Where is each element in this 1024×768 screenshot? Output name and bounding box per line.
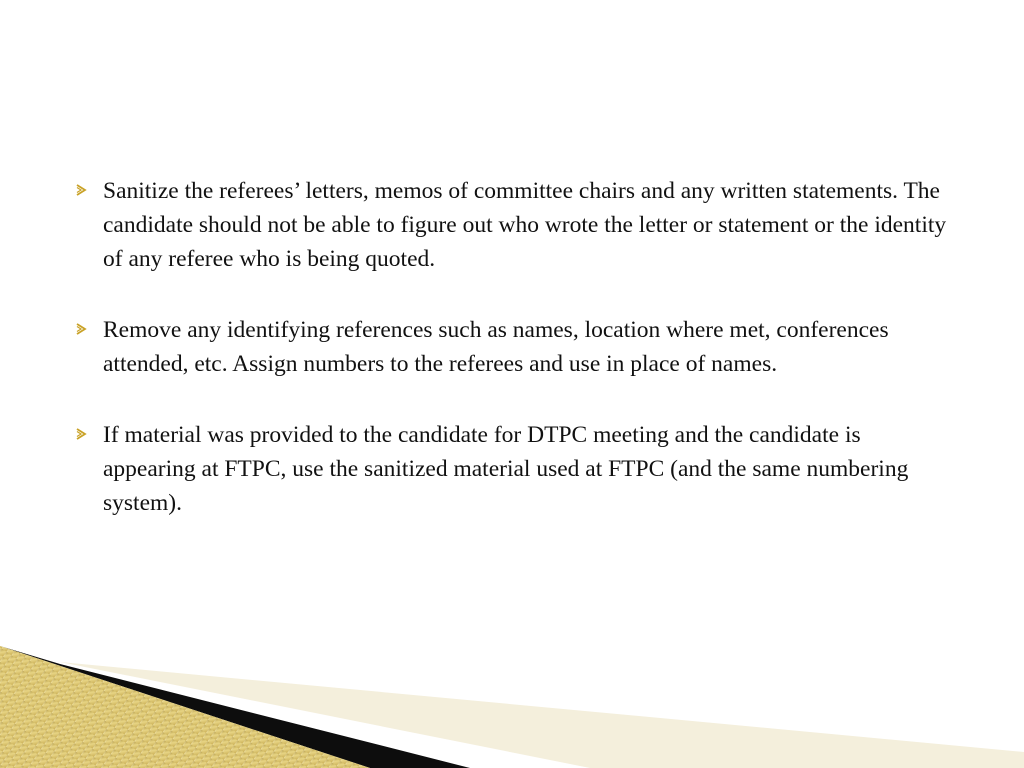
decorative-swoosh	[0, 640, 1024, 768]
bullet-item	[76, 174, 956, 276]
bullet-item	[76, 313, 956, 381]
chevron-right-icon	[76, 418, 103, 440]
bullet-item	[76, 418, 956, 520]
chevron-right-icon	[76, 313, 103, 335]
bullet-text: Remove any identifying references such as names, location where met, conferences attended, etc. Assign numbers to the referees and use in place of names.	[103, 317, 889, 377]
bullet-text: Sanitize the referees’ letters, memos of committee chairs and any written statements. The candidate should not be able to figure out who wrote the letter or statement or the identity of any referee who is being quoted.	[103, 178, 947, 272]
bullet-list	[76, 174, 956, 557]
chevron-right-icon	[76, 174, 103, 196]
bullet-text: If material was provided to the candidate for DTPC meeting and the candidate is appearing at FTPC, use the sanitized material used at FTPC (and the same numbering system).	[103, 422, 909, 516]
